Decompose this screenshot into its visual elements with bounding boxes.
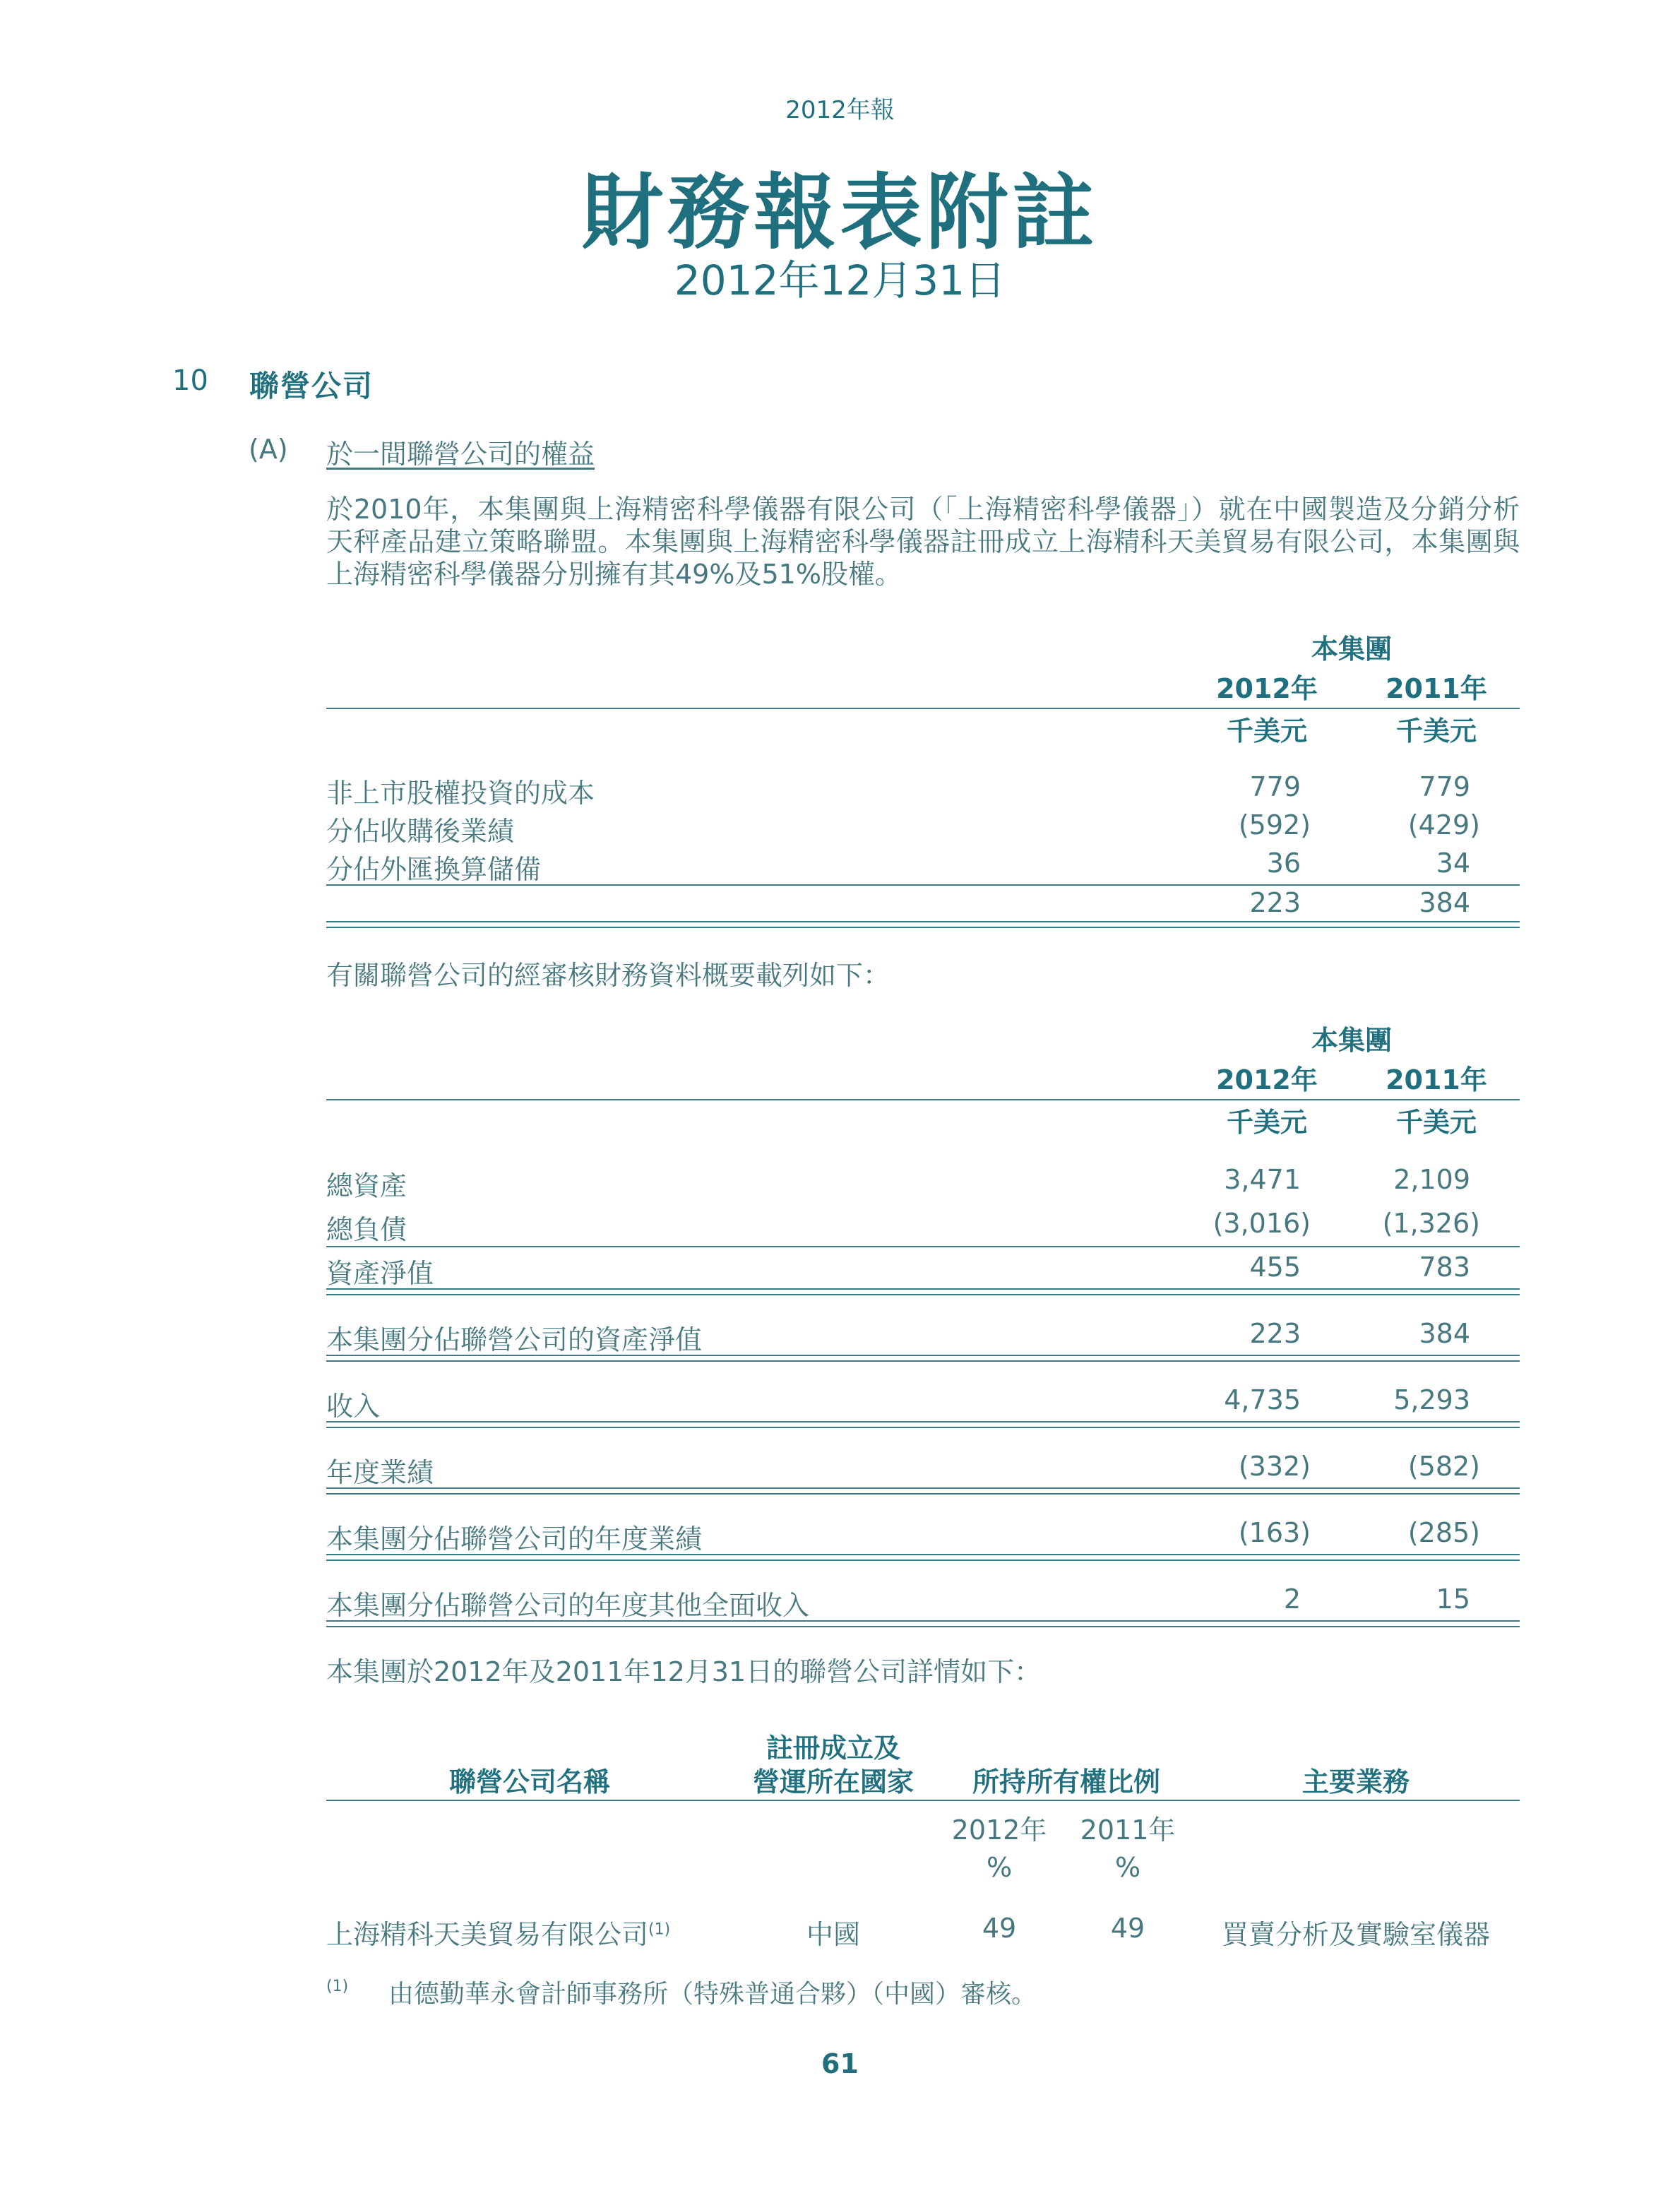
table-cell-2012: (3,016) bbox=[1213, 1208, 1311, 1239]
table1-col2-unit: 千美元 bbox=[1395, 715, 1477, 747]
table-row-label: 本集團分佔聯營公司的年度其他全面收入 bbox=[326, 1590, 810, 1621]
col-unit-2011: % bbox=[1114, 1852, 1141, 1883]
table2-group-label: 本集團 bbox=[1311, 1025, 1392, 1056]
table-cell-2012: 3,471 bbox=[1224, 1164, 1301, 1195]
associate-pct-2012: 49 bbox=[982, 1913, 1017, 1944]
table-row-label: 非上市股權投資的成本 bbox=[326, 778, 595, 809]
table-cell-2012: 455 bbox=[1249, 1252, 1301, 1283]
table-row-label: 收入 bbox=[326, 1391, 381, 1422]
footnote-text: 由德勤華永會計師事務所（特殊普通合夥）（中國）審核。 bbox=[388, 1980, 1037, 2009]
footnote-ref: (1) bbox=[648, 1920, 671, 1939]
table-cell-2011: 2,109 bbox=[1393, 1164, 1470, 1195]
table-cell-2011: (285) bbox=[1407, 1517, 1480, 1548]
table1-total-2012: 223 bbox=[1249, 887, 1301, 918]
subsection-label: (A) bbox=[249, 434, 288, 465]
table-cell-2011: 384 bbox=[1419, 1318, 1470, 1349]
row-double-rule bbox=[326, 1421, 1520, 1428]
col-unit-2012: % bbox=[986, 1852, 1013, 1883]
row-double-rule bbox=[326, 1288, 1520, 1295]
table1-subtotal-rule bbox=[326, 884, 1520, 886]
col-header-country-line1: 註冊成立及 bbox=[765, 1733, 900, 1764]
col-year-2012: 2012年 bbox=[951, 1814, 1047, 1846]
subsection-heading: 於一間聯營公司的權益 bbox=[326, 439, 595, 470]
row-double-rule bbox=[326, 1487, 1520, 1495]
table1-col1-year: 2012年 bbox=[1216, 673, 1318, 704]
page-number: 61 bbox=[821, 2048, 859, 2079]
table-cell-2011: 15 bbox=[1436, 1584, 1470, 1615]
table2-col2-unit: 千美元 bbox=[1395, 1107, 1477, 1138]
table-cell-2011: 779 bbox=[1419, 771, 1470, 802]
table-row bbox=[326, 1913, 670, 1952]
table1-col2-year: 2011年 bbox=[1386, 673, 1487, 704]
footnote-marker: (1) bbox=[326, 1978, 349, 1995]
table-cell-2011: (1,326) bbox=[1382, 1208, 1480, 1239]
table1-col1-unit: 千美元 bbox=[1226, 715, 1307, 747]
associate-country: 中國 bbox=[806, 1919, 860, 1950]
table2-col1-unit: 千美元 bbox=[1226, 1107, 1307, 1138]
table-cell-2012: 36 bbox=[1266, 848, 1301, 879]
table-cell-2012: 223 bbox=[1249, 1318, 1301, 1349]
col-year-2011: 2011年 bbox=[1080, 1814, 1176, 1846]
table1-total-double-rule bbox=[326, 921, 1520, 928]
table-cell-2012: 779 bbox=[1249, 771, 1301, 802]
table2-col1-year: 2012年 bbox=[1216, 1064, 1318, 1095]
table-row-label: 本集團分佔聯營公司的年度業績 bbox=[326, 1523, 703, 1555]
report-year: 2012年報 bbox=[785, 96, 895, 124]
table-row-label: 資產淨值 bbox=[326, 1258, 434, 1289]
table-cell-2012: 2 bbox=[1283, 1584, 1301, 1615]
intro-paragraph: 於2010年，本集團與上海精密科學儀器有限公司（「上海精密科學儀器」）就在中國製造及分銷分析天秤產品建立策略聯盟。本集團與上海精密科學儀器註冊成立上海精科天美貿易有限公司，本集團與上海精密科學儀器分別擁有其49%及51%股權。 bbox=[326, 494, 1520, 590]
associate-business: 買賣分析及實驗室儀器 bbox=[1221, 1919, 1490, 1950]
table-cell-2011: 5,293 bbox=[1393, 1384, 1470, 1415]
table-cell-2012: (592) bbox=[1238, 809, 1311, 840]
table-cell-2011: (429) bbox=[1407, 809, 1480, 840]
table-cell-2012: 4,735 bbox=[1224, 1384, 1301, 1415]
table1-total-2011: 384 bbox=[1419, 887, 1470, 918]
col-header-business: 主要業務 bbox=[1301, 1766, 1410, 1798]
table-cell-2011: (582) bbox=[1407, 1451, 1480, 1482]
table-cell-2011: 34 bbox=[1436, 848, 1470, 879]
table-row-label: 分佔收購後業績 bbox=[326, 816, 515, 847]
table-row-label: 總資產 bbox=[326, 1170, 407, 1201]
table2-header-rule bbox=[326, 1099, 1520, 1100]
row-rule bbox=[326, 1246, 1520, 1247]
table-cell-2011: 783 bbox=[1419, 1252, 1470, 1283]
page-date: 2012年12月31日 bbox=[674, 256, 1006, 304]
section-number: 10 bbox=[172, 364, 208, 397]
associate-details-intro: 本集團於2012年及2011年12月31日的聯營公司詳情如下： bbox=[326, 1656, 1042, 1687]
col-header-ownership: 所持所有權比例 bbox=[972, 1766, 1160, 1798]
table3-header-rule bbox=[326, 1800, 1520, 1801]
associate-name: 上海精科天美貿易有限公司 bbox=[326, 1919, 649, 1950]
table-cell-2012: (163) bbox=[1238, 1517, 1311, 1548]
col-header-name: 聯營公司名稱 bbox=[448, 1766, 610, 1798]
table-row-label: 總負債 bbox=[326, 1214, 407, 1245]
row-double-rule bbox=[326, 1355, 1520, 1362]
table1-header-rule bbox=[326, 708, 1520, 709]
table-row-label: 年度業績 bbox=[326, 1457, 434, 1488]
row-double-rule bbox=[326, 1620, 1520, 1627]
table2-col2-year: 2011年 bbox=[1386, 1064, 1487, 1095]
associate-pct-2011: 49 bbox=[1110, 1913, 1145, 1944]
row-double-rule bbox=[326, 1554, 1520, 1561]
table-row-label: 本集團分佔聯營公司的資產淨值 bbox=[326, 1324, 703, 1355]
table1-group-label: 本集團 bbox=[1311, 634, 1392, 665]
table-row-label: 分佔外匯換算儲備 bbox=[326, 854, 542, 885]
section-title: 聯營公司 bbox=[249, 369, 374, 403]
table-cell-2012: (332) bbox=[1238, 1451, 1311, 1482]
summary-intro: 有關聯營公司的經審核財務資料概要載列如下： bbox=[326, 960, 890, 991]
col-header-country-line2: 營運所在國家 bbox=[752, 1766, 914, 1798]
page-title: 財務報表附註 bbox=[581, 165, 1099, 261]
